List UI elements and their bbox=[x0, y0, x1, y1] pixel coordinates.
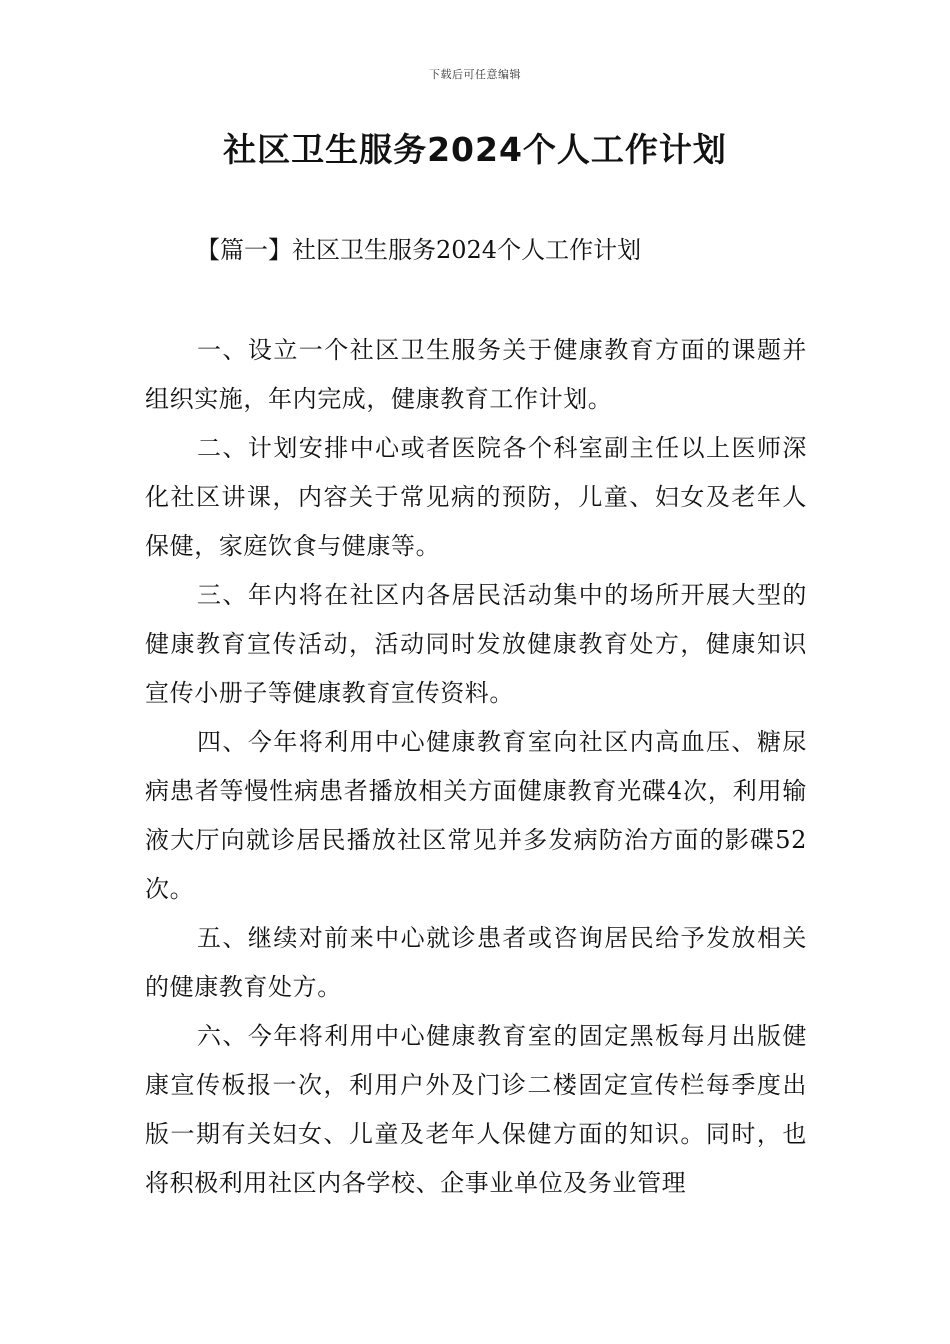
section-heading: 【篇一】社区卫生服务2024个人工作计划 bbox=[196, 236, 642, 264]
paragraph-2: 二、计划安排中心或者医院各个科室副主任以上医师深化社区讲课，内容关于常见病的预防，儿童、妇女及老年人保健，家庭饮食与健康等。 bbox=[145, 434, 807, 560]
paragraph-5: 五、继续对前来中心就诊患者或咨询居民给予发放相关的健康教育处方。 bbox=[145, 924, 807, 1001]
document-title: 社区卫生服务2024个人工作计划 bbox=[223, 130, 727, 169]
paragraph-6: 六、今年将利用中心健康教育室的固定黑板每月出版健康宣传板报一次，利用户外及门诊二楼固定宣传栏每季度出版一期有关妇女、儿童及老年人保健方面的知识。同时，也将积极利用社区内各学校、企事业单位及务业管理 bbox=[145, 1022, 807, 1197]
paragraph-3: 三、年内将在社区内各居民活动集中的场所开展大型的健康教育宣传活动，活动同时发放健康教育处方，健康知识宣传小册子等健康教育宣传资料。 bbox=[145, 581, 807, 707]
paragraph-1: 一、设立一个社区卫生服务关于健康教育方面的课题并组织实施，年内完成，健康教育工作计划。 bbox=[145, 336, 807, 413]
header-note: 下载后可任意编辑 bbox=[429, 68, 521, 81]
paragraph-4: 四、今年将利用中心健康教育室向社区内高血压、糖尿病患者等慢性病患者播放相关方面健康教育光碟4次，利用输液大厅向就诊居民播放社区常见并多发病防治方面的影碟52次。 bbox=[145, 728, 807, 903]
body-text bbox=[145, 326, 807, 1208]
